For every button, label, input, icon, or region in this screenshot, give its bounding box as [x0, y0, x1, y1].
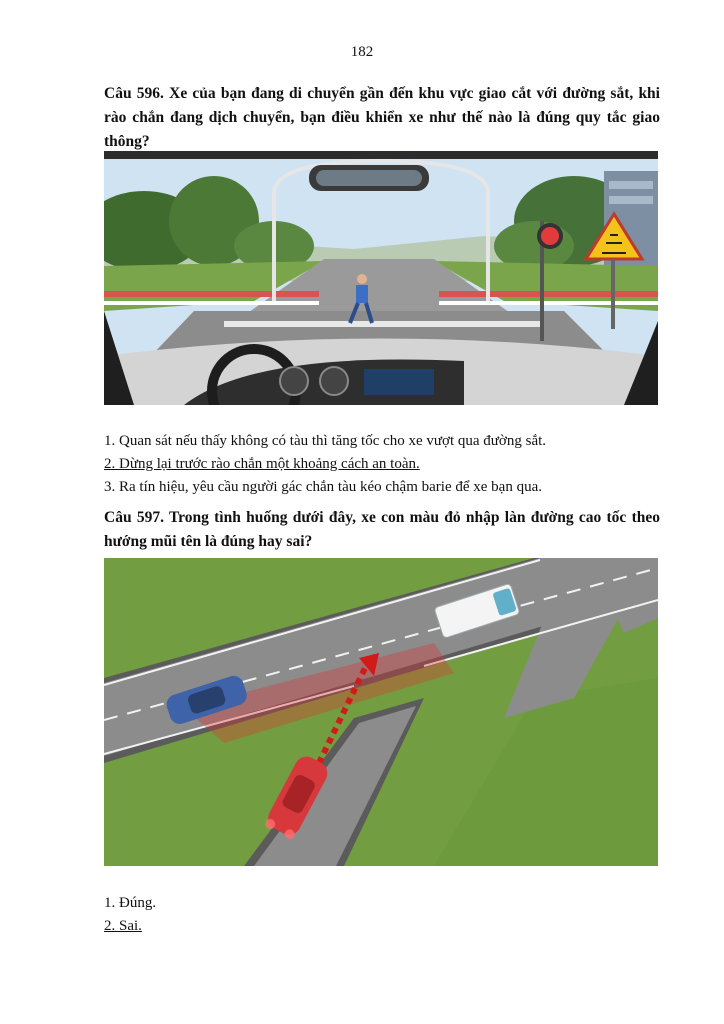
answer-596-1: 1. Quan sát nếu thấy không có tàu thì tăng tốc cho xe vượt qua đường sắt.	[104, 433, 547, 449]
answer-597-1: 1. Đúng.	[104, 895, 157, 911]
page-number: 182	[350, 44, 374, 60]
answer-596-3: 3. Ra tín hiệu, yêu cầu người gác chắn tàu kéo chậm barie để xe bạn qua.	[104, 479, 542, 495]
highway-merge-illustration	[104, 558, 658, 866]
question-597-title: Câu 597. Trong tình huống dưới đây, xe con màu đỏ nhập làn đường cao tốc theo hướng mũi tên là đúng hay sai?	[104, 509, 660, 550]
answer-596-2-correct: 2. Dừng lại trước rào chắn một khoảng cách an toàn.	[104, 456, 420, 472]
railway-crossing-illustration	[104, 151, 658, 405]
question-596-title: Câu 596. Xe của bạn đang di chuyển gần đến khu vực giao cắt với đường sắt, khi rào chắn đang dịch chuyển, bạn điều khiển xe như thế nào là đúng quy tắc giao thông?	[104, 85, 660, 150]
answer-597-2-correct: 2. Sai.	[104, 918, 142, 934]
question-597-answers	[104, 892, 664, 938]
question-596-answers	[104, 430, 664, 499]
